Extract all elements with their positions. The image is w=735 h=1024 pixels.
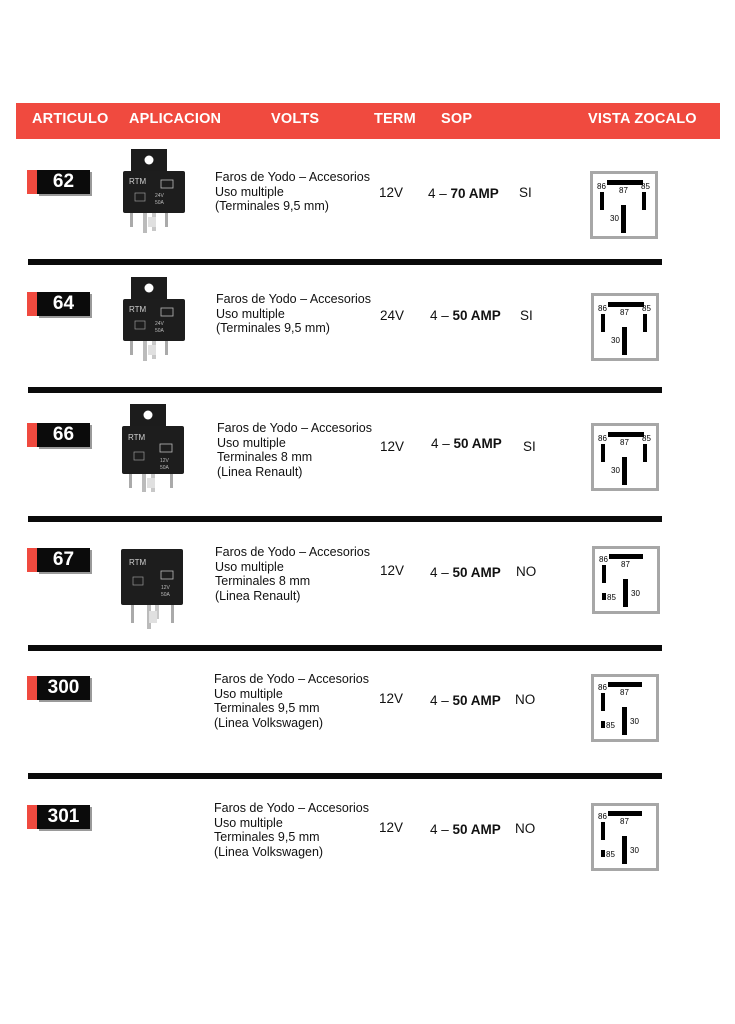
product-row: [0, 170, 735, 298]
header-vista-zocalo: VISTA ZOCALO: [588, 111, 697, 127]
pin-30-label: 30: [630, 717, 639, 726]
application-text: Faros de Yodo – Accesorios Uso multiple Terminales 8 mm (Linea Renault): [215, 545, 370, 603]
pin-87-label: 87: [620, 438, 629, 447]
volts-value: 12V: [380, 563, 405, 578]
sop-value: SI: [523, 439, 536, 454]
relay-brand: RTM: [129, 558, 147, 567]
row-divider: [28, 773, 662, 779]
article-badge: [27, 805, 93, 829]
sop-value: SI: [519, 185, 532, 200]
product-row: [0, 801, 735, 933]
relay-spec-current: 50A: [155, 328, 164, 334]
application-text: Faros de Yodo – Accesorios Uso multiple Terminales 9,5 mm (Linea Volkswagen): [214, 801, 369, 859]
pin-86-label: 86: [598, 304, 607, 313]
product-row: [0, 423, 735, 551]
socket-diagram: [591, 803, 659, 871]
socket-diagram: [591, 674, 659, 742]
application-text: Faros de Yodo – Accesorios Uso multiple Terminales 9,5 mm (Linea Volkswagen): [214, 672, 369, 730]
pin-85-label: 85: [607, 593, 616, 602]
relay-brand: RTM: [129, 177, 147, 186]
pin-86-label: 86: [598, 812, 607, 821]
article-badge: [27, 548, 93, 572]
term-value: 4 – 50 AMP: [431, 436, 502, 451]
term-value: 4 – 50 AMP: [430, 693, 501, 708]
volts-value: 12V: [379, 820, 404, 835]
pin-86-label: 86: [598, 434, 607, 443]
sop-value: NO: [516, 564, 537, 579]
pin-85-label: 85: [642, 434, 651, 443]
relay-spec-voltage: 12V: [160, 458, 169, 464]
pin-86-label: 86: [597, 182, 606, 191]
volts-value: 12V: [380, 439, 405, 454]
pin-87-label: 87: [619, 186, 628, 195]
article-number: 67: [37, 548, 90, 572]
product-row: [0, 672, 735, 804]
term-value: 4 – 50 AMP: [430, 822, 501, 837]
article-badge: [27, 292, 93, 316]
relay-spec-current: 50A: [155, 200, 164, 206]
pin-86-label: 86: [598, 683, 607, 692]
application-text: Faros de Yodo – Accesorios Uso multiple (Terminales 9,5 mm): [216, 292, 371, 336]
volts-value: 24V: [380, 308, 405, 323]
pin-30-label: 30: [630, 846, 639, 855]
pin-30-label: 30: [610, 214, 619, 223]
application-text: Faros de Yodo – Accesorios Uso multiple (Terminales 9,5 mm): [215, 170, 370, 214]
relay-spec-voltage: 24V: [155, 193, 164, 199]
term-value: 4 – 70 AMP: [428, 186, 499, 201]
header-sop: SOP: [441, 111, 473, 127]
socket-diagram: [591, 423, 659, 491]
pin-85-label: 85: [606, 850, 615, 859]
socket-diagram: [590, 171, 658, 239]
pin-86-label: 86: [599, 555, 608, 564]
pin-87-label: 87: [621, 560, 630, 569]
relay-image: [121, 277, 187, 365]
product-row: [0, 292, 735, 420]
relay-spec-current: 50A: [160, 465, 169, 471]
article-badge: [27, 170, 93, 194]
table-header: [16, 103, 720, 139]
pin-30-label: 30: [611, 336, 620, 345]
pin-85-label: 85: [642, 304, 651, 313]
row-divider: [28, 645, 662, 651]
sop-value: NO: [515, 821, 536, 836]
article-number: 300: [37, 676, 90, 700]
pin-87-label: 87: [620, 308, 629, 317]
application-text: Faros de Yodo – Accesorios Uso multiple Terminales 8 mm (Linea Renault): [217, 421, 372, 479]
relay-image: [119, 549, 185, 633]
pin-87-label: 87: [620, 817, 629, 826]
pin-85-label: 85: [606, 721, 615, 730]
pin-87-label: 87: [620, 688, 629, 697]
relay-brand: RTM: [128, 433, 146, 442]
socket-diagram: [591, 293, 659, 361]
article-number: 64: [37, 292, 90, 316]
pin-30-label: 30: [631, 589, 640, 598]
header-aplicacion: APLICACION: [129, 111, 222, 127]
header-volts: VOLTS: [271, 111, 320, 127]
article-badge: [27, 676, 93, 700]
relay-spec-voltage: 12V: [161, 585, 170, 591]
row-divider: [28, 516, 662, 522]
product-row: [0, 545, 735, 676]
relay-image: [121, 149, 187, 237]
socket-diagram: [592, 546, 660, 614]
article-number: 66: [37, 423, 90, 447]
sop-value: NO: [515, 692, 536, 707]
row-divider: [28, 259, 662, 265]
row-divider: [28, 387, 662, 393]
relay-brand: RTM: [129, 305, 147, 314]
relay-spec-current: 50A: [161, 592, 170, 598]
relay-image: [120, 404, 186, 494]
pin-85-label: 85: [641, 182, 650, 191]
article-badge: [27, 423, 93, 447]
relay-spec-voltage: 24V: [155, 321, 164, 327]
sop-value: SI: [520, 308, 533, 323]
volts-value: 12V: [379, 185, 404, 200]
header-articulo: ARTICULO: [32, 111, 109, 127]
volts-value: 12V: [379, 691, 404, 706]
pin-30-label: 30: [611, 466, 620, 475]
article-number: 301: [37, 805, 90, 829]
article-number: 62: [37, 170, 90, 194]
header-term: TERM: [374, 111, 416, 127]
term-value: 4 – 50 AMP: [430, 565, 501, 580]
term-value: 4 – 50 AMP: [430, 308, 501, 323]
